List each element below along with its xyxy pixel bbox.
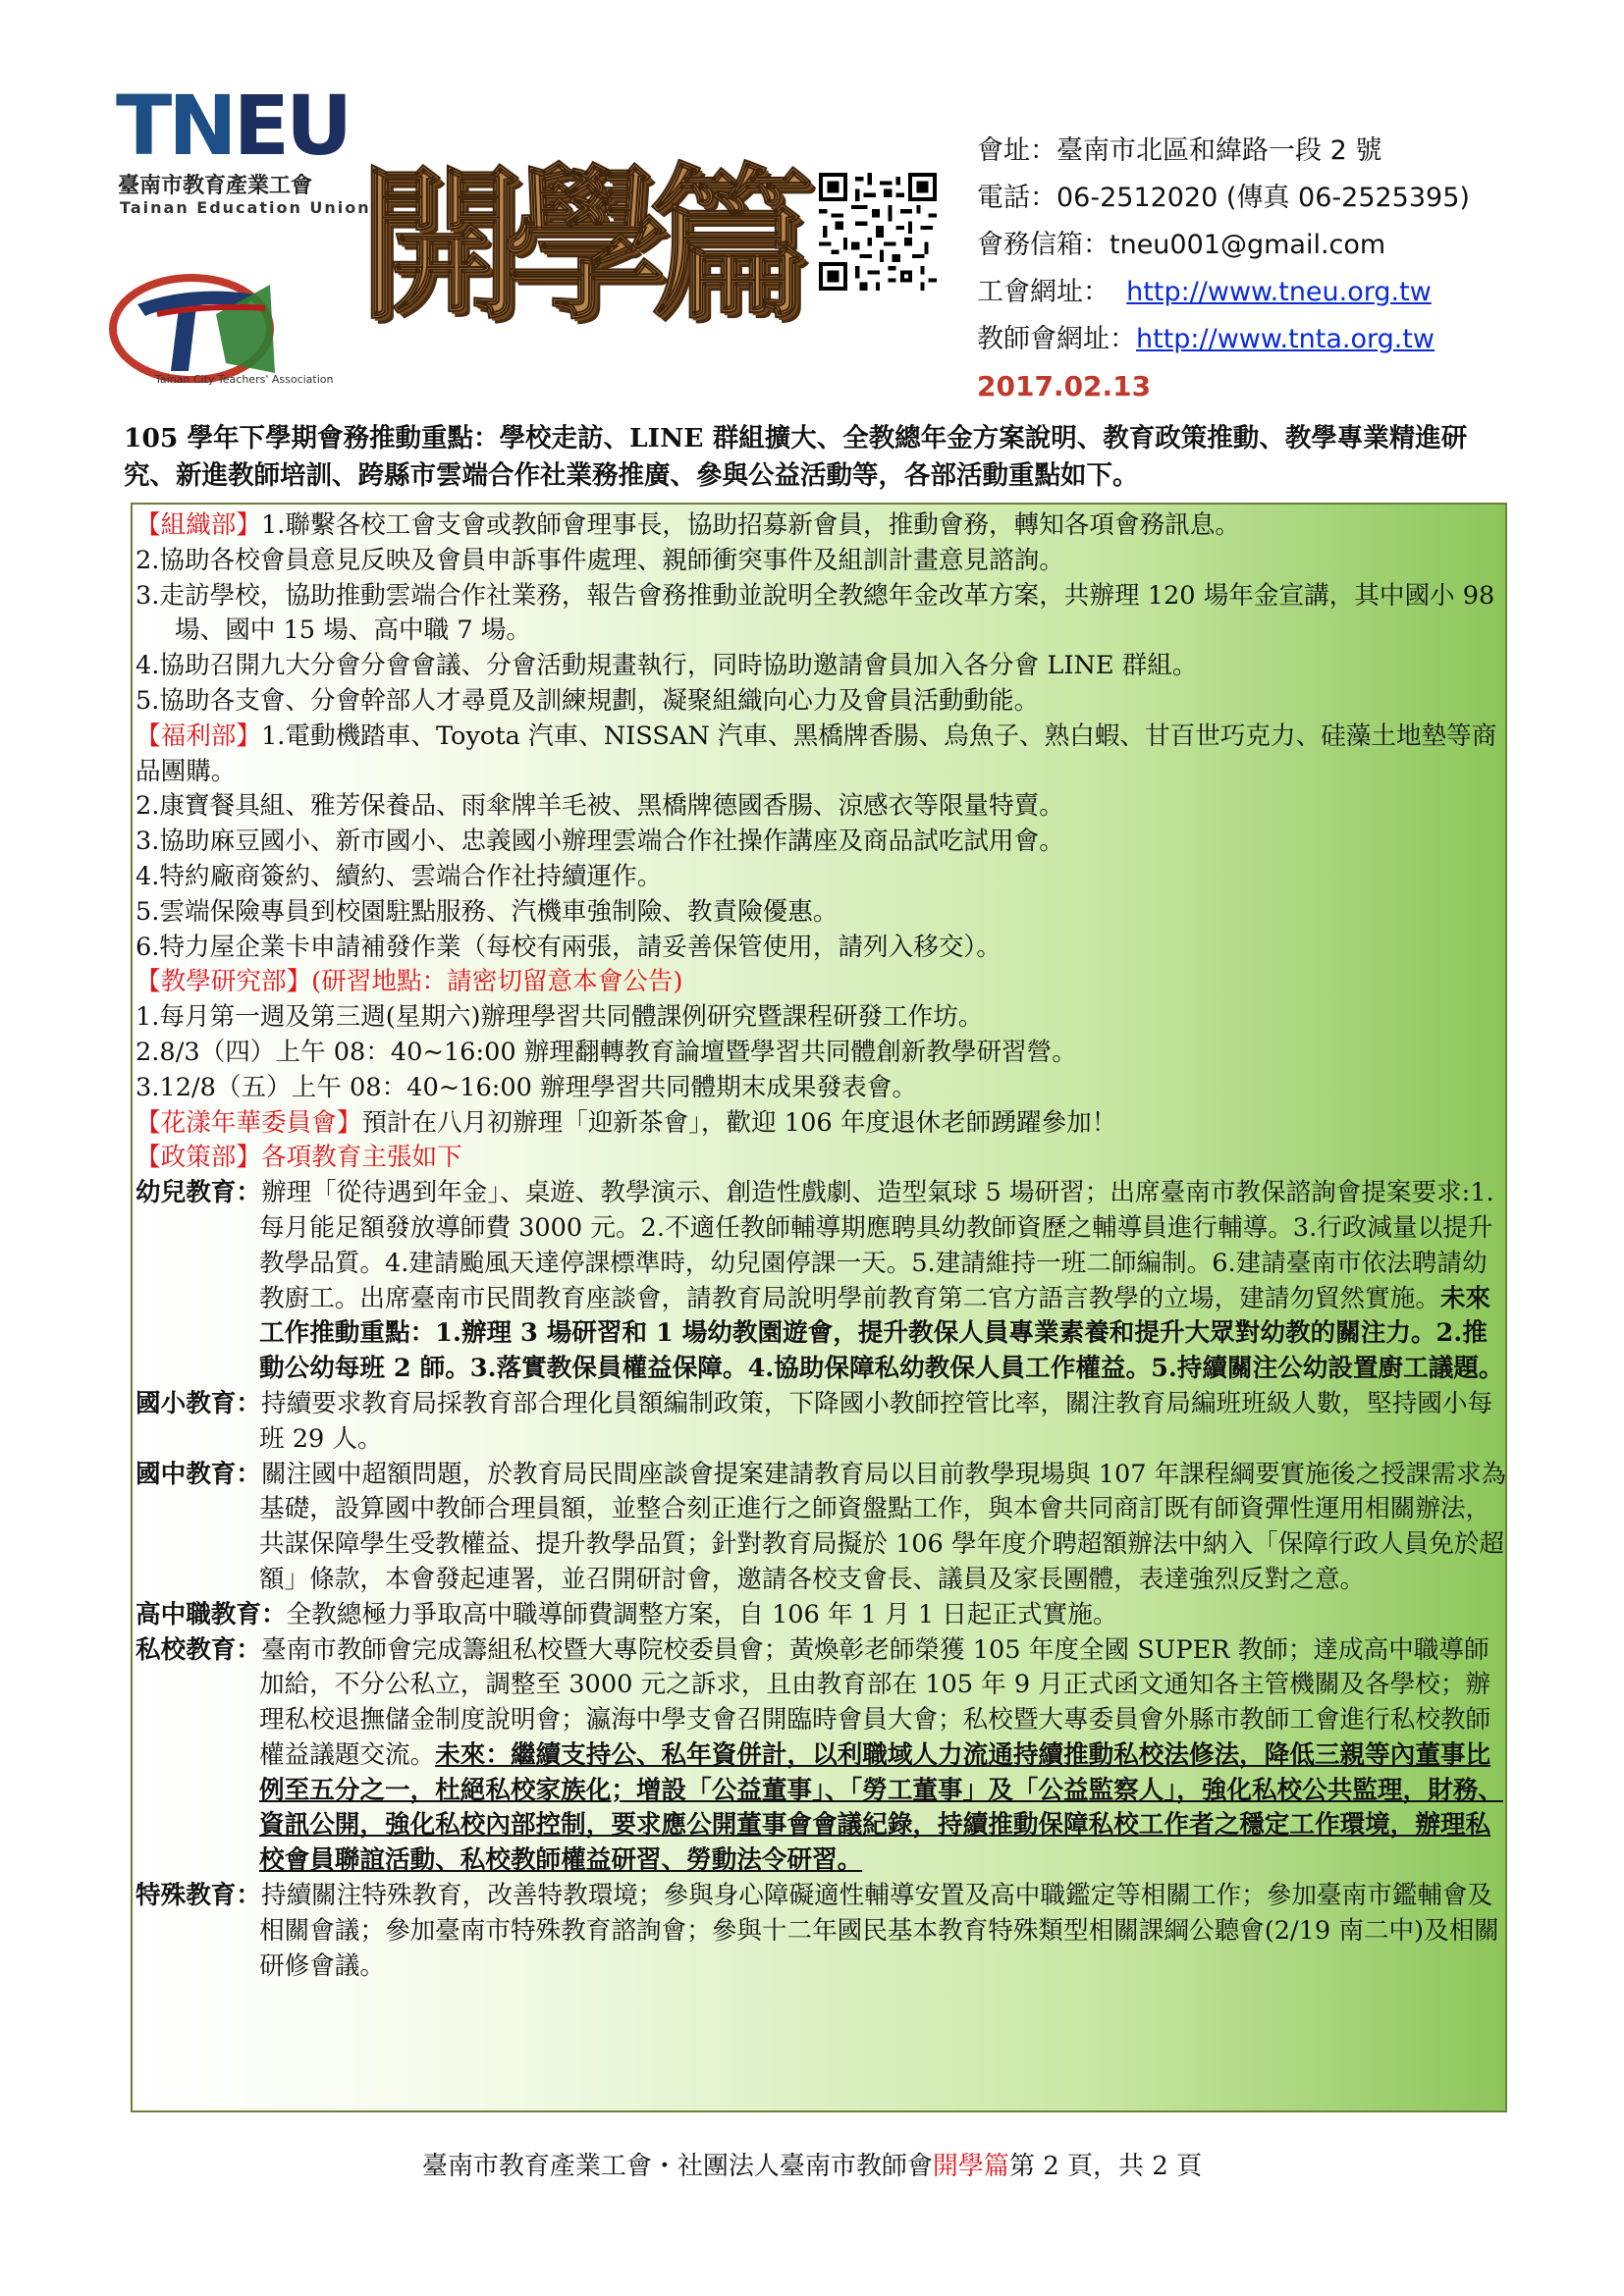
teacher-site-link[interactable]: http://www.tnta.org.tw <box>1136 324 1435 354</box>
teacher-association-name-en: Tainan City Teachers' Association <box>155 373 334 386</box>
tneu-logo-name-cn: 臺南市教育產業工會 <box>118 174 313 198</box>
contact-union-site <box>977 269 1586 316</box>
title-glyph-2: 學 <box>504 149 669 342</box>
org-item-2: 2.協助各校會員意見反映及會員申訴事件處理、親師衝突事件及組訓計畫意見諮詢。 <box>135 545 1064 575</box>
welfare-item-4: 4.特約廠商簽約、續約、雲端合作社持續運作。 <box>135 861 663 891</box>
preschool-future: 未來工作推動重點：1.辦理 3 場研習和 1 場幼教園遊會，提升教保人員專業素養和提升大眾對幼教的關注力。2.推動公幼每班 2 師。3.落實教保員權益保障。4.協助保障私幼教保人員工作權益。5.持續關注公幼設置廚工議題。 <box>259 1283 1504 1384</box>
footer-title: 開學篇 <box>932 2152 1009 2181</box>
footer-page: 第 2 頁，共 2 頁 <box>1008 2152 1203 2181</box>
teacher-association-logo <box>98 245 334 393</box>
footer-org: 臺南市教育產業工會・社團法人臺南市教師會 <box>421 2152 933 2181</box>
private-future: 未來：繼續支持公、私年資併計，以利職域人力流通持續推動私校法修法，降低三親等內董事比例至五分之一，杜絕私校家族化；增設「公益董事」、「勞工董事」及「公益監察人」，強化私校公共監理，財務、資訊公開，強化私校內部控制，要求應公開董事會會議紀錄，持續推動保障私校工作者之穩定工作環境，辦理私校會員聯誼活動、私校教師權益研習、勞動法令研習。 <box>259 1739 1503 1876</box>
org-item-3: 3.走訪學校，協助推動雲端合作社業務，報告會務推動並說明全教總年金改革方案，共辦理 120 場年金宣講，其中國小 98 場、國中 15 場、高中職 7 場。 <box>135 580 1495 646</box>
welfare-item-2: 2.康寶餐具組、雅芳保養品、雨傘牌羊毛被、黑橋牌德國香腸、涼感衣等限量特賣。 <box>135 791 1064 822</box>
welfare-item-3: 3.協助麻豆國小、新市國小、忠義國小辦理雲端合作社操作講座及商品試吃試用會。 <box>135 827 1064 857</box>
union-site-label: 工會網址： <box>977 277 1110 307</box>
welfare-item-1: 【福利部】1.電動機踏車、Toyota 汽車、NISSAN 汽車、黑橋牌香腸、烏魚子、熟白蝦、甘百世巧克力、硅藻土地墊等商品團購。 <box>135 721 1497 786</box>
contact-phone: 電話：06-2512020 (傳真 06-2525395) <box>977 183 1470 213</box>
contact-email: 會務信箱：tneu001@gmail.com <box>977 230 1386 260</box>
teacher-site-label: 教師會網址： <box>977 324 1136 354</box>
research-item-1: 1.每月第一週及第三週(星期六)辦理學習共同體課例研究暨課程研發工作坊。 <box>135 1002 984 1033</box>
union-site-link[interactable]: http://www.tneu.org.tw <box>1126 277 1432 307</box>
policy-senior: 高中職教育：全教總極力爭取高中職導師費調整方案，自 106 年 1 月 1 日起正式實施。 <box>135 1599 1118 1629</box>
policy-private: 私校教育：臺南市教師會完成籌組私校暨大專院校委員會；黃煥彰老師榮獲 105 年度全國 SUPER 教師；達成高中職導師加給，不分公私立，調整至 3000 元之訴求，且由教育部在 105 年 9 月正式函文通知各主管機關及各學校；辦理私校退撫儲金制度說明會；瀛海中學支會召開臨時會員大會；私校暨大專委員會外縣市教師工會進行私校教師權益議題交流。未來：繼續支持公、私年資併計，以利職域人力流通持續推動私校法修法，降低三親等內董事比例至五分之一，杜絕私校家族化；增設「公益董事」、「勞工董事」及「公益監察人」，強化私校公共監理，財務、資訊公開，強化私校內部控制，要求應公開董事會會議紀錄，持續推動保障私校工作者之穩定工作環境，辦理私校會員聯誼活動、私校教師權益研習、勞動法令研習。 <box>135 1634 1503 1876</box>
issue-date: 2017.02.13 <box>977 370 1152 402</box>
research-tag: 【教學研究部】 <box>135 967 312 997</box>
tneu-logo-mark: TNEU <box>116 78 350 174</box>
org-item-1: 【組織部】1.聯繫各校工會支會或教師會理事長，協助招募新會員，推動會務，轉知各項會務訊息。 <box>135 510 1240 540</box>
org-item-4: 4.協助召開九大分會分會會議、分會活動規畫執行，同時協助邀請會員加入各分會 LINE 群組。 <box>135 651 1198 681</box>
research-heading <box>135 965 1510 1000</box>
title-glyph-1: 開 <box>358 149 523 342</box>
qr-code-icon <box>819 173 937 291</box>
welfare-tag: 【福利部】 <box>135 721 261 751</box>
policy-heading <box>135 1141 1510 1176</box>
teacher-association-emblem-icon <box>98 245 334 383</box>
contact-teacher-site <box>977 316 1586 363</box>
org-tag: 【組織部】 <box>135 510 261 540</box>
policy-title: 各項教育主張如下 <box>260 1143 462 1173</box>
tneu-logo <box>116 78 371 241</box>
org-item-5: 5.協助各支會、分會幹部人才尋覓及訓練規劃，凝聚組織向心力及會員活動動能。 <box>135 685 1040 716</box>
page-title <box>358 128 814 363</box>
retiree-tag: 【花漾年華委員會】 <box>135 1107 362 1138</box>
policy-tag: 【政策部】 <box>135 1143 261 1173</box>
retiree-item: 【花漾年華委員會】預計在八月初辦理「迎新茶會」，歡迎 106 年度退休老師踴躍參加！ <box>135 1107 1117 1138</box>
research-item-2: 2.8/3（四）上午 08：40~16:00 辦理翻轉教育論壇暨學習共同體創新教學研習營。 <box>135 1037 1077 1067</box>
intro-paragraph: 105 學年下學期會務推動重點：學校走訪、LINE 群組擴大、全教總年金方案說明、教育政策推動、教學專業精進研究、新進教師培訓、跨縣市雲端合作社業務推廣、參與公益活動等，各部活動重點如下。 <box>124 423 1468 491</box>
policy-junior: 國中教育：關注國中超額問題，於教育局民間座談會提案建請教育局以目前教學現場與 107 年課程綱要實施後之授課需求為基礎，設算國中教師合理員額，並整合刻正進行之師資盤點工作，與本會共同商訂既有師資彈性運用相關辦法，共謀保障學生受教權益、提升教學品質；針對教育局擬於 106 學年度介聘超額辦法中納入「保障行政人員免於超額」條款，本會發起連署，並召開研討會，邀請各校支會長、議員及家長團體，表達強烈反對之意。 <box>135 1459 1507 1594</box>
page-footer <box>0 2146 1624 2182</box>
research-item-3: 3.12/8（五）上午 08：40~16:00 辦理學習共同體期末成果發表會。 <box>135 1072 917 1102</box>
contact-info <box>977 128 1586 410</box>
content-body <box>135 508 1510 1984</box>
welfare-item-5: 5.雲端保險專員到校園駐點服務、汽機車強制險、教責險優惠。 <box>135 896 839 927</box>
policy-special: 特殊教育：持續關注特殊教育，改善特教環境；參與身心障礙適性輔導安置及高中職鑑定等相關工作；參加臺南市鑑輔會及相關會議；參加臺南市特殊教育諮詢會；參與十二年國民基本教育特殊類型相關課綱公聽會(2/19 南二中)及相關研修會議。 <box>135 1881 1499 1981</box>
contact-address: 會址：臺南市北區和緯路一段 2 號 <box>977 135 1382 166</box>
policy-preschool: 幼兒教育：辦理「從待遇到年金」、桌遊、教學演示、創造性戲劇、造型氣球 5 場研習；出席臺南市教保諮詢會提案要求:1.每月能足額發放導師費 3000 元。2.不適任教師輔導期應聘具幼教師資歷之輔導員進行輔導。3.行政減量以提升教學品質。4.建請颱風天達停課標準時，幼兒園停課一天。5.建請維持一班二師編制。6.建請臺南市依法聘請幼教廚工。出席臺南市民間教育座談會，請教育局說明學前教育第二官方語言教學的立場，建請勿貿然實施。未來工作推動重點：1.辦理 3 場研習和 1 場幼教園遊會，提升教保人員專業素養和提升大眾對幼教的關注力。2.推動公幼每班 2 師。3.落實教保員權益保障。4.協助保障私幼教保人員工作權益。5.持續關注公幼設置廚工議題。 <box>135 1178 1504 1384</box>
welfare-item-6: 6.特力屋企業卡申請補發作業（每校有兩張，請妥善保管使用，請列入移交）。 <box>135 932 1001 962</box>
qr-code <box>819 173 937 291</box>
tneu-logo-name-en: Tainan Education Union <box>120 198 371 217</box>
policy-elementary: 國小教育：持續要求教育局採教育部合理化員額編制政策，下降國小教師控管比率，關注教育局編班班級人數，堅持國小每班 29 人。 <box>135 1388 1493 1454</box>
title-glyph-3: 篇 <box>649 149 814 342</box>
research-note: (研習地點：請密切留意本會公告) <box>311 967 683 997</box>
